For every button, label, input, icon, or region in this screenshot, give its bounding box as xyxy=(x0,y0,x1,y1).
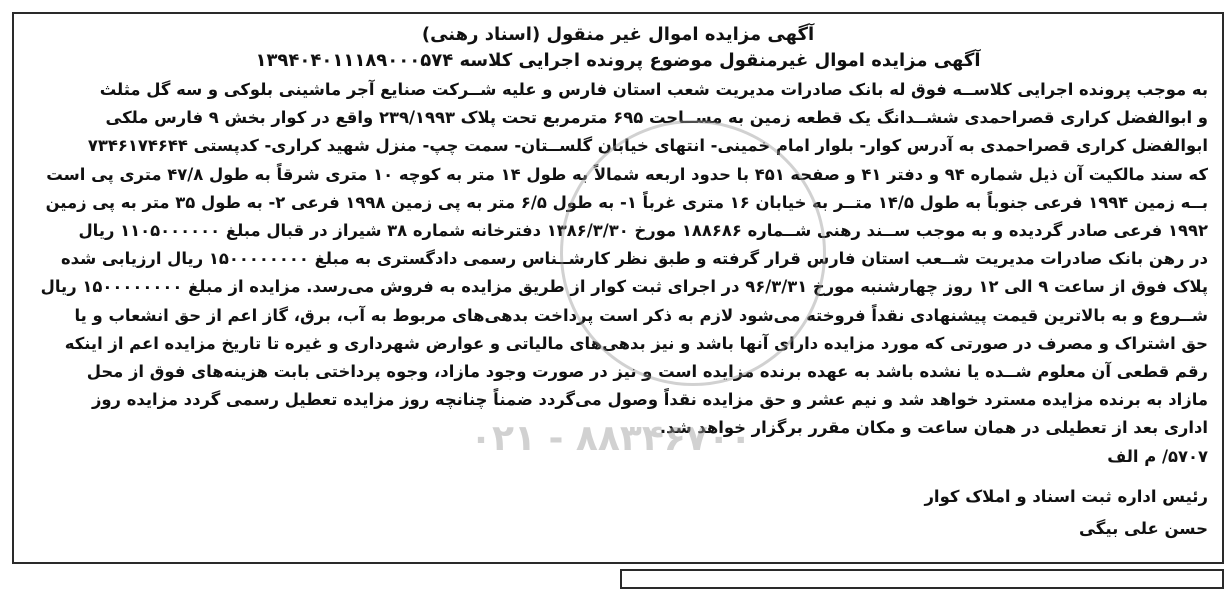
body-line: و ابوالفضل کراری قصراحمدی ششــدانگ یک قطعه زمین به مســاحت ۶۹۵ مترمربع تحت پلاک ۲۳۹/۱۹۹۳ واقع در کوار بخش ۹ فارس ملکی xyxy=(105,108,1208,128)
signature-block xyxy=(28,481,1208,545)
body-line: ۱۹۹۲ فرعی صادر گردیده و به موجب ســند رهنی شــماره ۱۸۸۶۸۶ مورخ ۱۳۸۶/۳/۳۰ دفترخانه شماره ۳۸ شیراز در قبال مبلغ ۱۱۰۵۰۰۰۰۰۰ ریال xyxy=(78,221,1208,241)
body-line: که سند مالکیت آن ذیل شماره ۹۴ و دفتر ۴۱ و صفحه ۴۵۱ با حدود اربعه شمالاً به طول ۱۴ متر به کوچه ۱۰ متری شرقاً به طول ۴۷/۸ متری پی است xyxy=(46,164,1208,184)
signature-title: رئیس اداره ثبت اسناد و املاک کوار xyxy=(924,486,1208,506)
body-line: مازاد به برنده مزایده مسترد خواهد شد و نیم عشر و حق مزایده نقداً وصول می‌گردد ضمناً چنانچه روز مزایده تعطیل رسمی گردد مزایده روز xyxy=(91,390,1208,410)
notice-reference: ۵۷۰۷/ م الف xyxy=(1107,446,1208,466)
body-line: اداری بعد از تعطیلی در همان ساعت و مکان مقرر برگزار خواهد شد. xyxy=(659,418,1208,438)
body-line: رقم قطعی آن معلوم شــده یا نشده باشد به عهده برنده مزایده است و نیز در صورت وجود مازاد، وجوه پرداختی بابت هزینه‌های فوق از محل xyxy=(86,362,1208,382)
watermark-phone: ۰۲۱ - ۸۸۳۴۶۷۰۰ xyxy=(470,418,752,459)
notice-subtitle: آگهی مزایده اموال غیرمنقول موضوع پرونده اجرایی کلاسه ۱۳۹۴۰۴۰۱۱۱۸۹۰۰۰۵۷۴ xyxy=(255,50,981,71)
body-line: به موجب پرونده اجرایی کلاســه فوق له بانک صادرات مدیریت شعب استان فارس و علیه شــرکت صنایع آجر ماشینی بلوکی و سه گل مثلث xyxy=(99,80,1208,99)
body-line: در رهن بانک صادرات مدیریت شــعب استان فارس قرار گرفته و طبق نظر کارشــناس رسمی دادگستری به مبلغ ۱۵۰۰۰۰۰۰۰۰ ریال ارزیابی شده xyxy=(60,249,1208,269)
auction-notice xyxy=(12,12,1224,564)
body-line: بــه زمین ۱۹۹۴ فرعی جنوباً به طول ۱۴/۵ متــر به خیابان ۱۶ متری غرباً ۱- به طول ۶/۵ متر به پی زمین ۱۹۹۸ فرعی ۲- به طول ۳۵ متر به پی زمین xyxy=(45,192,1208,212)
body-line: شــروع و به بالاترین قیمت پیشنهادی نقداً فروخته می‌شود لازم به ذکر است پرداخت بدهی‌های مربوط به آب، برق، گاز اعم از حق انشعاب و یا xyxy=(74,305,1208,325)
next-notice-frame xyxy=(620,569,1224,589)
body-line: ابوالفضل کراری قصراحمدی به آدرس کوار- بلوار امام خمینی- انتهای خیابان گلســتان- سمت چپ- منزل شهید کراری- کدپستی ۷۳۴۶۱۷۴۶۴۴ xyxy=(87,136,1208,156)
body-line: پلاک فوق از ساعت ۹ الی ۱۲ روز چهارشنبه مورخ ۹۶/۳/۳۱ در اجرای ثبت کوار از طریق مزایده به فروش می‌رسد. مزایده از مبلغ ۱۵۰۰۰۰۰۰۰۰ ریال xyxy=(40,277,1208,297)
notice-body xyxy=(28,76,1208,471)
notice-title: آگهی مزایده اموال غیر منقول (اسناد رهنی) xyxy=(421,24,815,45)
body-line: حق اشتراک و مصرف در صورتی که مورد مزایده دارای آنها باشد و نیز بدهی‌های مالیاتی و عوارض شهرداری و غیره تا تاریخ مزایده اعم از اینکه xyxy=(64,333,1208,353)
signature-name: حسن علی بیگی xyxy=(1079,518,1208,538)
